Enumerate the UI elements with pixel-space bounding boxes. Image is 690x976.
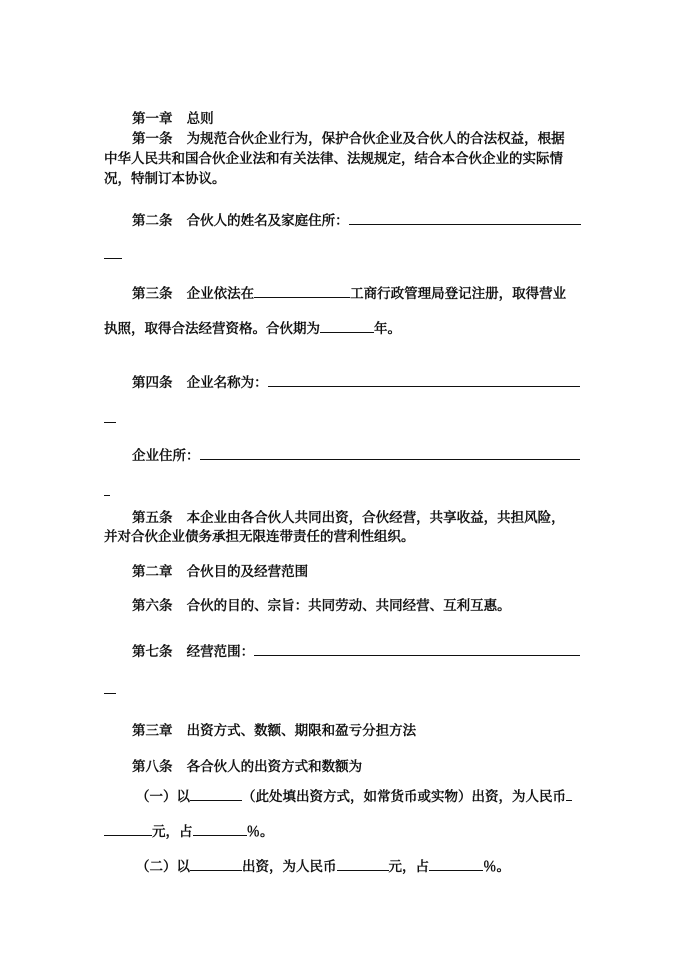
article-2-label: 第二条 xyxy=(132,213,173,229)
article-3-text-a: 企业依法在 xyxy=(186,286,255,302)
article-4-label: 第四条 xyxy=(132,375,173,391)
chapter-3-title: 出资方式、数额、期限和盈亏分担方法 xyxy=(186,723,417,739)
business-scope-blank[interactable] xyxy=(254,641,580,656)
continuation-blank xyxy=(104,408,116,423)
article-3-text-b: 工商行政管理局登记注册，取得营业 xyxy=(350,286,567,302)
article-3-line-2 xyxy=(104,318,588,339)
article-3-text-c: 执照，取得合法经营资格。合伙期为 xyxy=(104,321,320,337)
article-4-continuation xyxy=(104,408,588,429)
item-2-amount-blank[interactable] xyxy=(337,856,389,871)
article-3-line-1 xyxy=(132,283,616,304)
continuation-blank xyxy=(104,679,116,694)
chapter-3-label: 第三章 xyxy=(132,723,173,739)
item-1-prefix: （一）以 xyxy=(136,789,190,805)
article-4 xyxy=(132,372,616,393)
article-1-text-1: 为规范合伙企业行为，保护合伙企业及合伙人的合法权益，根据 xyxy=(186,131,565,147)
article-5-line-2: 并对合伙企业债务承担无限连带责任的营利性组织。 xyxy=(104,529,415,545)
chapter-1-label: 第一章 xyxy=(132,111,173,127)
company-address xyxy=(132,445,616,466)
item-2-percent-blank[interactable] xyxy=(429,856,483,871)
article-5-line-1 xyxy=(132,508,616,528)
article-8-label: 第八条 xyxy=(132,759,173,775)
article-2-text: 合伙人的姓名及家庭住所： xyxy=(186,213,349,229)
chapter-3-heading xyxy=(132,721,616,741)
article-1-line-2: 中华人民共和国合伙企业法和有关法律、法规规定，结合本合伙企业的实际情 xyxy=(104,151,563,167)
contribution-item-1-line-2 xyxy=(104,821,588,842)
chapter-1-heading xyxy=(132,109,616,129)
item-2-method-blank[interactable] xyxy=(190,856,242,871)
item-1-amount-blank[interactable] xyxy=(104,821,152,836)
article-2-continuation xyxy=(104,244,588,265)
contribution-item-1-line-1 xyxy=(136,786,588,807)
continuation-blank xyxy=(104,244,122,259)
article-3-text-d: 年。 xyxy=(374,321,401,337)
chapter-2-label: 第二章 xyxy=(132,564,173,580)
item-1-method-blank[interactable] xyxy=(190,786,242,801)
article-5-text-1: 本企业由各合伙人共同出资，合伙经营，共享收益，共担风险， xyxy=(186,510,565,526)
chapter-1-title: 总则 xyxy=(186,111,214,127)
item-1-percent-sign: ％。 xyxy=(246,824,274,840)
article-8-text: 各合伙人的出资方式和数额为 xyxy=(186,759,363,775)
article-1-label: 第一条 xyxy=(132,131,173,147)
chapter-2-title: 合伙目的及经营范围 xyxy=(186,564,309,580)
article-6-label: 第六条 xyxy=(132,598,173,614)
article-7 xyxy=(132,641,616,662)
article-2 xyxy=(132,210,616,231)
article-6 xyxy=(132,596,616,616)
article-3-label: 第三条 xyxy=(132,286,173,302)
item-1-unit: 元，占 xyxy=(152,824,193,840)
article-1-line-1 xyxy=(132,129,616,149)
item-2-percent-sign: ％。 xyxy=(483,859,510,875)
article-7-label: 第七条 xyxy=(132,644,173,660)
partnership-term-blank[interactable] xyxy=(320,318,374,333)
company-address-blank[interactable] xyxy=(200,445,580,460)
continuation-blank xyxy=(104,481,110,496)
chapter-2-heading xyxy=(132,562,616,582)
partners-address-blank[interactable] xyxy=(349,210,581,225)
article-4-text: 企业名称为： xyxy=(186,375,268,391)
article-7-text: 经营范围： xyxy=(186,644,255,660)
address-continuation xyxy=(104,481,588,502)
item-1-text: （此处填出资方式，如常货币或实物）出资，为人民币 xyxy=(242,789,566,805)
article-8 xyxy=(132,757,616,777)
contribution-item-2 xyxy=(136,856,588,877)
article-6-text: 合伙的目的、宗旨：共同劳动、共同经营、互利互惠。 xyxy=(186,598,511,614)
item-1-percent-blank[interactable] xyxy=(193,821,247,836)
item-1-amount-blank-start xyxy=(566,786,572,801)
article-1-line-3: 况，特制订本协议。 xyxy=(104,171,226,187)
item-2-unit: 元，占 xyxy=(388,859,429,875)
item-2-text: 出资，为人民币 xyxy=(242,859,337,875)
article-5-label: 第五条 xyxy=(132,510,173,526)
company-name-blank[interactable] xyxy=(268,372,580,387)
company-address-label: 企业住所： xyxy=(132,448,200,464)
item-2-prefix: （二）以 xyxy=(136,859,190,875)
registration-bureau-blank[interactable] xyxy=(254,283,350,298)
article-7-continuation xyxy=(104,679,588,700)
